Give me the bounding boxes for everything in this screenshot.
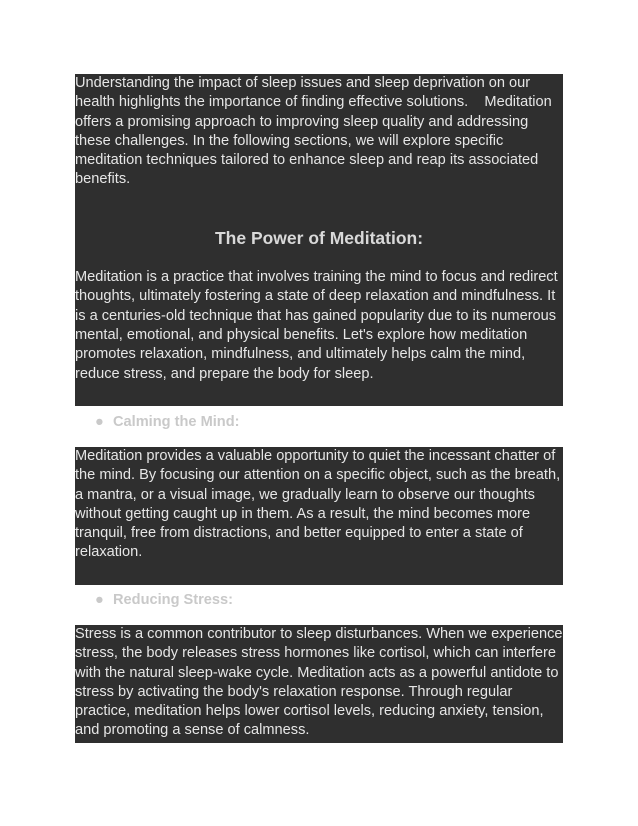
bullet-calming-the-mind <box>95 414 239 430</box>
bullet-label: Reducing Stress: <box>113 592 234 608</box>
stress-paragraph: Stress is a common contributor to sleep disturbances. When we experience stress, the body releases stress hormones like cortisol, which can interfere with the natural sleep-wake cycle. Meditation acts as a powerful antidote to stress by activating the body's relaxation response. Through regular practice, meditation helps lower cortisol levels, reducing anxiety, tension, and promoting a sense of calmness. <box>75 626 563 739</box>
bullet-reducing-stress <box>95 592 233 608</box>
calming-paragraph: Meditation provides a valuable opportunity to quiet the incessant chatter of the mind. By focusing our attention on a specific object, such as the breath, a mantra, or a visual image, we gradually learn to observe our thoughts without getting caught up in them. As a result, the mind becomes more tranquil, free from distractions, and better equipped to enter a state of relaxation. <box>75 448 561 561</box>
calming-block <box>75 447 563 585</box>
bullet-label: Calming the Mind: <box>113 414 240 430</box>
bullet-dot-icon: ● <box>95 592 104 608</box>
intro-paragraph: Understanding the impact of sleep issues and sleep deprivation on our health highlights the importance of finding effective solutions. Meditation offers a promising approach to improving sleep quality and addressing these challenges. In the following sections, we will explore specific meditation techniques tailored to enhance sleep and reap its associated benefits. <box>75 75 556 188</box>
section-heading: The Power of Meditation: <box>214 227 424 248</box>
bullet-dot-icon: ● <box>95 414 104 430</box>
stress-block <box>75 625 563 743</box>
intro-block <box>75 74 563 406</box>
meditation-paragraph: Meditation is a practice that involves training the mind to focus and redirect thoughts, ultimately fostering a state of deep relaxation and mindfulness. It is a centuries-old technique that has gained popularity due to its numerous mental, emotional, and physical benefits. Let's explore how meditation promotes relaxation, mindfulness, and ultimately helps calm the mind, reduce stress, and prepare the body for sleep. <box>75 269 558 382</box>
